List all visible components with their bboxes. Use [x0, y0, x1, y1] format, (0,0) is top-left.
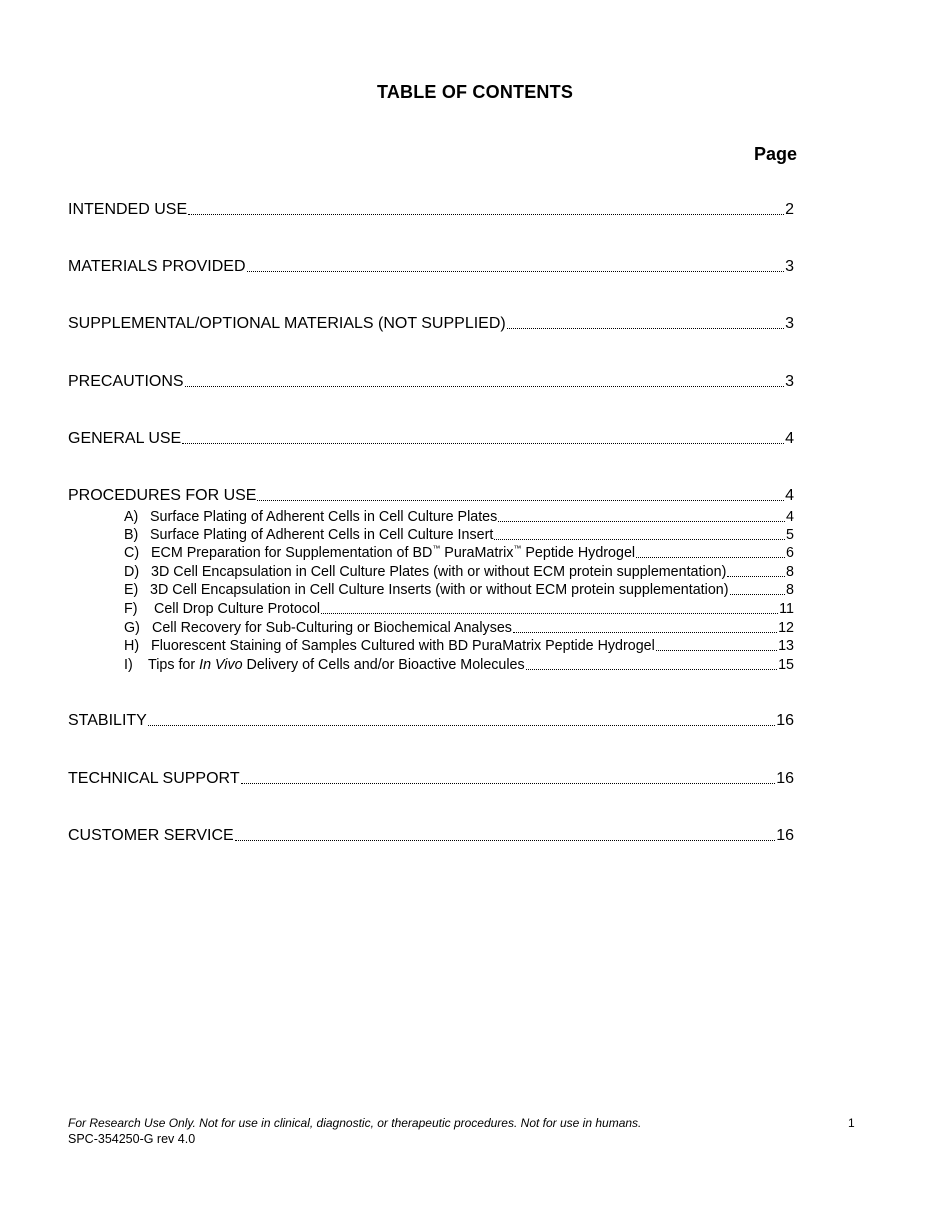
dot-leader: [498, 510, 785, 522]
toc-entry-general-use[interactable]: [68, 430, 794, 448]
dot-leader: [235, 827, 776, 841]
toc-subentry-label: [124, 564, 726, 580]
toc-subentry-page: 8: [786, 564, 794, 580]
toc-subentry-text: Cell Recovery for Sub-Culturing or Biochemical Analyses: [152, 620, 512, 636]
toc-subentry-f[interactable]: [124, 601, 794, 617]
toc-entry-customer-service[interactable]: [68, 827, 794, 845]
dot-leader: [257, 487, 784, 501]
toc-subentry-text: Delivery of Cells and/or Bioactive Molecules: [242, 657, 525, 673]
toc-subentry-text: Cell Drop Culture Protocol: [154, 601, 321, 617]
toc-subentry-text: Surface Plating of Adherent Cells in Cell Culture Plates: [150, 509, 498, 525]
toc-subentry-letter: A): [124, 509, 139, 525]
toc-subentry-d[interactable]: [124, 564, 794, 580]
toc-subentry-label: [124, 620, 512, 636]
toc-entry-page: 4: [785, 487, 794, 504]
toc-subentry-page: 4: [786, 509, 794, 525]
toc-title: TABLE OF CONTENTS: [376, 82, 574, 102]
dot-leader: [247, 258, 785, 272]
toc-subentry-letter: D): [124, 564, 140, 580]
toc-entry-technical-support[interactable]: [68, 770, 794, 788]
toc-subentry-letter: F): [124, 601, 138, 617]
toc-subentry-text: ECM Preparation for Supplementation of BD: [151, 545, 433, 561]
toc-entry-label: TECHNICAL SUPPORT: [68, 770, 240, 787]
toc-entry-page: 3: [785, 258, 794, 275]
toc-subentry-label: [124, 638, 655, 654]
toc-subentry-label: [124, 657, 525, 673]
toc-subentry-page: 15: [778, 657, 794, 673]
toc-subentry-text: 3D Cell Encapsulation in Cell Culture Inserts (with or without ECM protein supplementation): [150, 582, 729, 598]
toc-entry-label: STABILITY: [68, 712, 147, 729]
toc-subentry-page: 8: [786, 582, 794, 598]
toc-subentry-page: 11: [779, 601, 794, 617]
dot-leader: [321, 602, 778, 614]
toc-entry-stability[interactable]: [68, 712, 794, 730]
toc-subentry-a[interactable]: [124, 509, 794, 525]
toc-subentry-h[interactable]: [124, 638, 794, 654]
toc-subentry-e[interactable]: [124, 582, 794, 598]
toc-entry-label: MATERIALS PROVIDED: [68, 258, 246, 275]
dot-leader: [730, 583, 786, 595]
toc-subentry-letter: E): [124, 582, 139, 598]
toc-subentry-page: 5: [786, 527, 794, 543]
toc-subentry-text-italic: In Vivo: [199, 657, 243, 673]
toc-subentry-text: 3D Cell Encapsulation in Cell Culture Plates (with or without ECM protein supplementation): [151, 564, 727, 580]
dot-leader: [241, 770, 776, 784]
toc-subentry-text: Tips for: [148, 657, 200, 673]
toc-subentry-letter: I): [124, 657, 133, 673]
toc-subentry-page: 6: [786, 545, 794, 561]
toc-subentry-label: [124, 582, 729, 598]
footer-document-id: SPC-354250-G rev 4.0: [68, 1132, 196, 1146]
toc-entry-label: GENERAL USE: [68, 430, 182, 447]
toc-subentry-b[interactable]: [124, 527, 794, 543]
toc-subentry-page: 12: [778, 620, 794, 636]
toc-entry-label: CUSTOMER SERVICE: [68, 827, 234, 844]
dot-leader: [182, 430, 784, 444]
toc-entry-page: 3: [785, 373, 794, 390]
dot-leader: [513, 621, 777, 633]
toc-entry-label: SUPPLEMENTAL/OPTIONAL MATERIALS (NOT SUPPLIED): [68, 315, 506, 332]
toc-entry-page: 16: [776, 827, 794, 844]
toc-entry-materials-provided[interactable]: [68, 258, 794, 276]
toc-subentry-c[interactable]: [124, 545, 794, 561]
toc-entry-label: PRECAUTIONS: [68, 373, 184, 390]
dot-leader: [185, 373, 785, 387]
toc-subentry-letter: C): [124, 545, 140, 561]
toc-subentry-page: 13: [778, 638, 794, 654]
dot-leader: [656, 639, 777, 651]
page-column-header: Page: [753, 144, 797, 164]
toc-subentry-label: [124, 545, 635, 561]
toc-entry-precautions[interactable]: [68, 373, 794, 391]
toc-entry-page: 3: [785, 315, 794, 332]
dot-leader: [148, 712, 775, 726]
dot-leader: [727, 565, 785, 577]
dot-leader: [636, 546, 785, 558]
toc-entry-supplemental-materials[interactable]: [68, 315, 794, 333]
toc-entry-procedures-for-use[interactable]: [68, 487, 794, 505]
toc-subentry-g[interactable]: [124, 620, 794, 636]
dot-leader: [526, 658, 777, 670]
toc-subentry-text: Peptide Hydrogel: [521, 545, 636, 561]
toc-entry-page: 2: [785, 201, 794, 218]
toc-entry-label: INTENDED USE: [68, 201, 188, 218]
dot-leader: [507, 315, 784, 329]
toc-entry-page: 16: [776, 770, 794, 787]
footer-disclaimer: For Research Use Only. Not for use in clinical, diagnostic, or therapeutic procedures. Not for use in humans.: [68, 1116, 642, 1130]
toc-subentry-letter: H): [124, 638, 140, 654]
toc-subentry-text: PuraMatrix: [440, 545, 514, 561]
toc-subentry-text: Surface Plating of Adherent Cells in Cell Culture Insert: [150, 527, 494, 543]
toc-subentry-label: [124, 527, 493, 543]
footer-page-number: 1: [848, 1116, 855, 1130]
dot-leader: [188, 201, 784, 215]
toc-entry-page: 4: [785, 430, 794, 447]
toc-subentry-text: Fluorescent Staining of Samples Cultured with BD PuraMatrix Peptide Hydrogel: [151, 638, 655, 654]
toc-subentry-letter: G): [124, 620, 140, 636]
toc-subentry-label: [124, 509, 497, 525]
toc-subentry-i[interactable]: [124, 657, 794, 673]
dot-leader: [494, 528, 785, 540]
trademark-mark: ™: [513, 544, 522, 554]
toc-entry-page: 16: [776, 712, 794, 729]
toc-entry-label: PROCEDURES FOR USE: [68, 487, 257, 504]
toc-subentry-label: [124, 601, 320, 617]
toc-subentry-letter: B): [124, 527, 139, 543]
toc-entry-intended-use[interactable]: [68, 201, 794, 219]
trademark-mark: ™: [432, 544, 441, 554]
